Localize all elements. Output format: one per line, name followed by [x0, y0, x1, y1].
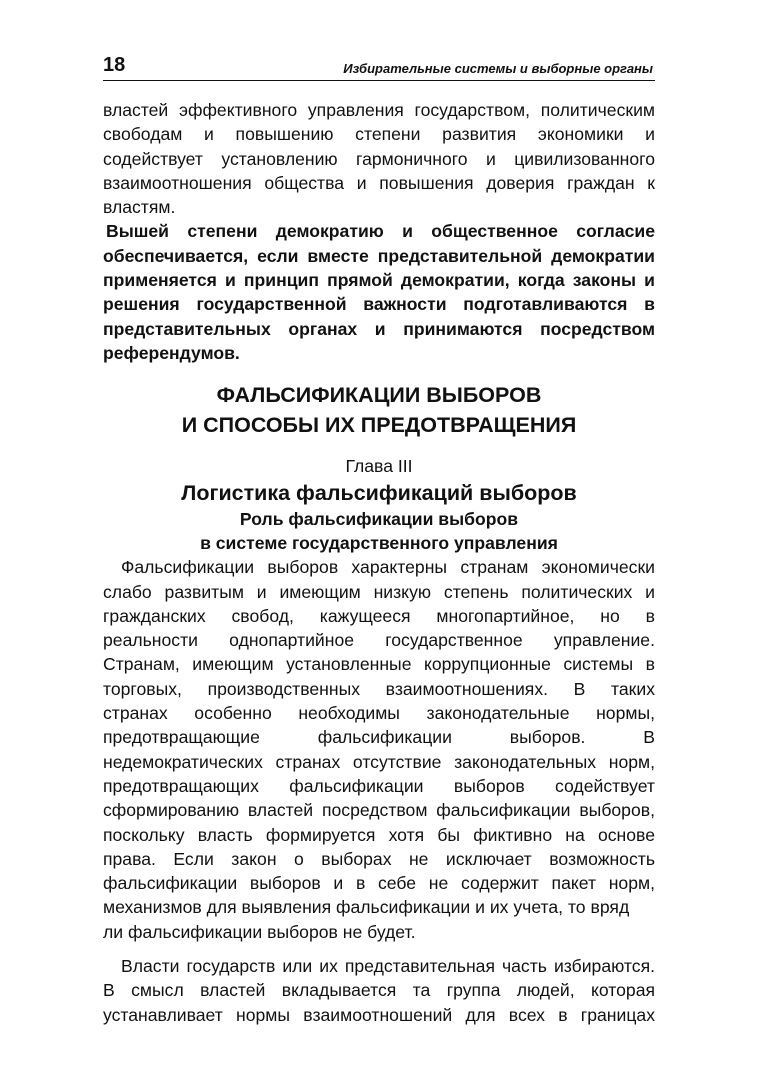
text-line: применяется и принцип прямой демократии, когда законы и [103, 270, 655, 291]
text-line: Власти государств или их представительная часть избираются. [121, 956, 655, 977]
subtitle-line: Роль фальсификации выборов [239, 509, 519, 530]
text-line: властей эффективного управления государством, политическим [103, 100, 655, 120]
text-line: В смысл властей вкладывается та группа людей, которая [103, 980, 655, 1001]
text-line: взаимоотношения общества и повышения доверия граждан к [103, 172, 655, 193]
chapter-title: Логистика фальсификаций выборов [181, 481, 577, 506]
text-line: недемократических странах отсутствие законодательных норм, [103, 751, 655, 772]
section-title [103, 380, 655, 440]
paragraph-1 [103, 98, 655, 219]
section-title-line: И СПОСОБЫ ИХ ПРЕДОТВРАЩЕНИЯ [181, 413, 577, 438]
text-line: слабо развитым и имеющим низкую степень политических и [103, 581, 655, 602]
text-line: представительных органах и принимаются посредством [103, 318, 655, 339]
text-line: гражданских свобод, кажущееся многопартийное, но в [103, 605, 655, 626]
text-line: предотвращающие фальсификации выборов. В [103, 727, 655, 748]
text-line: обеспечивается, если вместе представительной демократии [103, 245, 655, 266]
text-line: странах особенно необходимы законодательные нормы, [103, 703, 655, 724]
text-line: торговых, производственных взаимоотношениях. В таких [103, 678, 655, 699]
chapter-label: Глава III [345, 456, 413, 477]
text-line: механизмов для выявления фальсификации и их учета, то вряд [103, 897, 630, 918]
text-line: сформированию властей посредством фальсификации выборов, [103, 800, 655, 821]
text-line: содействует установлению гармоничного и цивилизованного [103, 148, 655, 169]
paragraph-3 [103, 555, 655, 944]
paragraph-2-bold [103, 219, 655, 365]
page-header [103, 52, 655, 81]
text-line: ли фальсификации выборов не будет. [103, 921, 416, 942]
text-line: реальности однопартийное государственное управление. [103, 630, 655, 651]
text-line: Странам, имеющим установленные коррупционные системы в [103, 654, 655, 675]
page-number: 18 [103, 54, 126, 76]
text-line: права. Если закон о выборах не исключает возможность [103, 848, 655, 869]
text-line: свободам и повышению степени развития экономики и [103, 124, 655, 145]
text-line: предотвращающих фальсификации выборов содействует [103, 775, 655, 796]
text-line: поскольку власть формируется хотя бы фиктивно на основе [103, 824, 655, 845]
running-title: Избирательные системы и выборные органы [343, 61, 653, 76]
section-title-line: ФАЛЬСИФИКАЦИИ ВЫБОРОВ [216, 383, 542, 408]
text-line: референдумов. [103, 342, 240, 363]
page-body [103, 98, 655, 1027]
text-line: фальсификации выборов и в себе не содержит пакет норм, [103, 873, 655, 894]
subtitle-line: в системе государственного управления [200, 533, 558, 554]
chapter-subtitle [103, 507, 655, 555]
text-line: решения государственной важности подготавливаются в [103, 294, 655, 315]
text-line: Вышей степени демократию и общественное согласие [106, 221, 655, 242]
text-line: Фальсификации выборов характерны странам экономически [121, 557, 655, 578]
paragraph-4 [103, 954, 655, 1027]
text-line: властям. [103, 197, 176, 218]
text-line: устанавливает нормы взаимоотношений для всех в границах [103, 1004, 655, 1025]
